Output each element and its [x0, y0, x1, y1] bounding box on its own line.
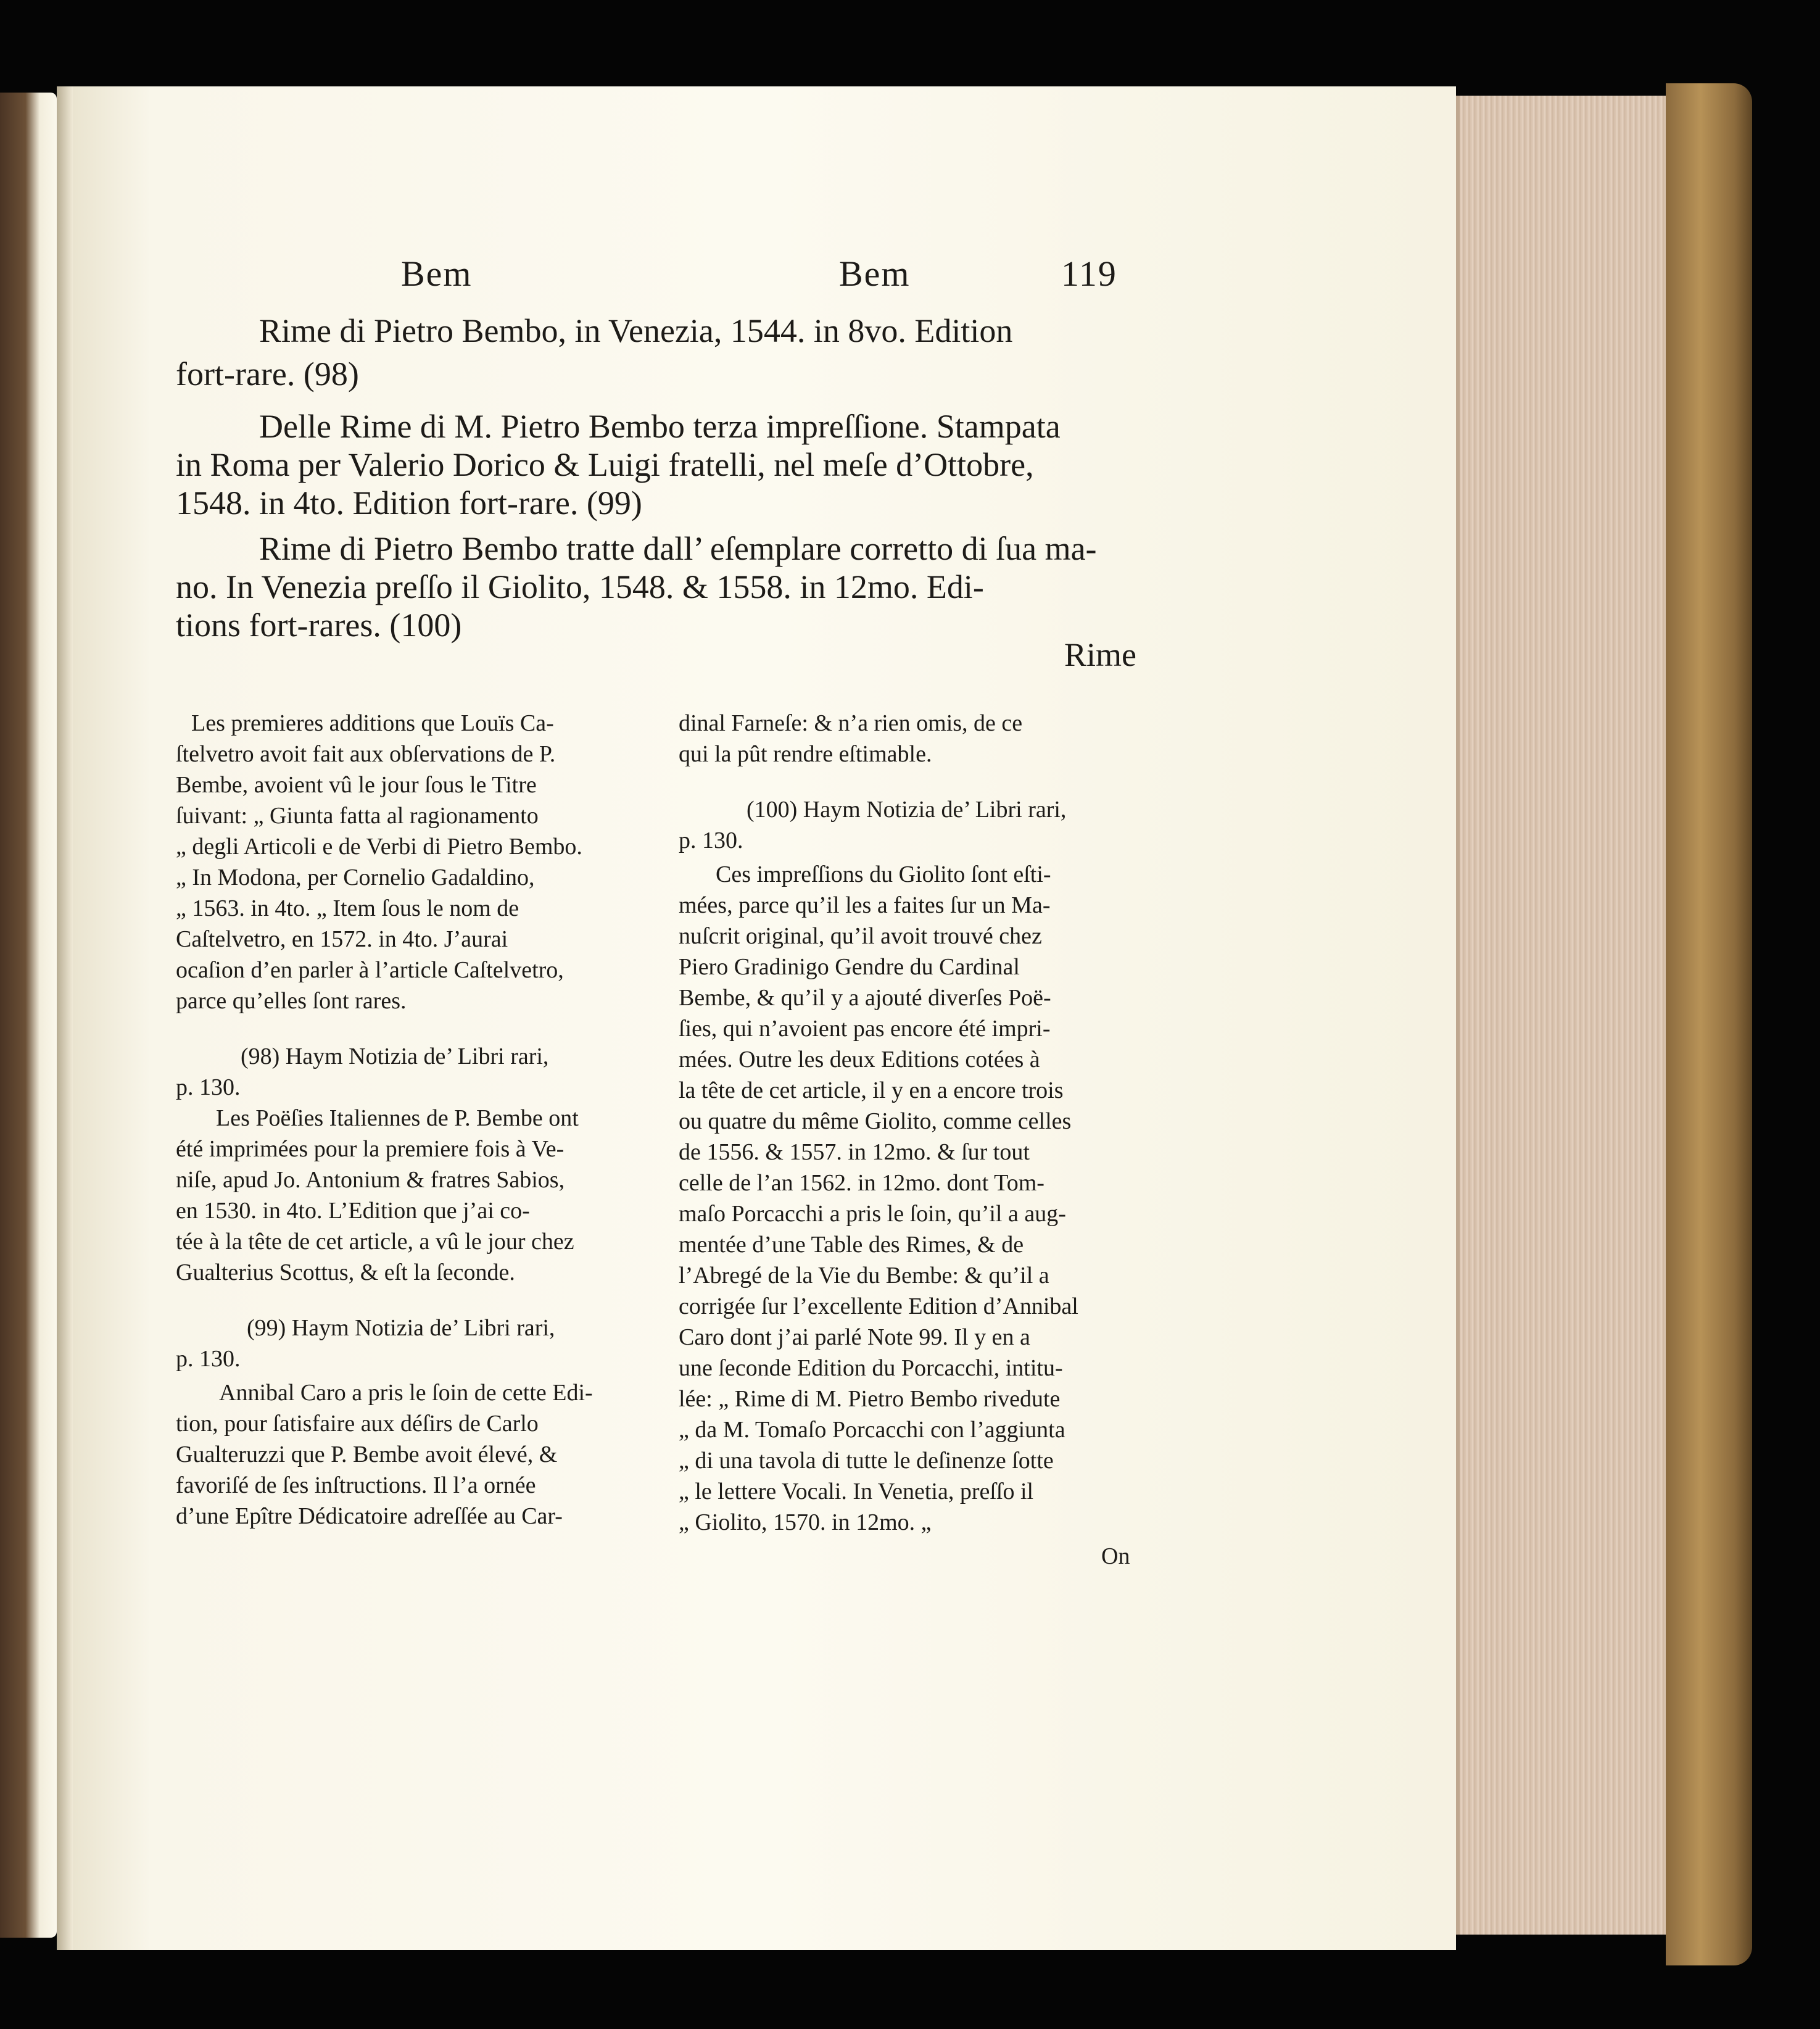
note-line: p. 130.: [679, 828, 743, 853]
note-line: „ da M. Tomaſo Porcacchi con l’aggiunta: [679, 1417, 1065, 1443]
note-line: „ In Modona, per Cornelio Gadaldino,: [176, 865, 535, 890]
note-line: qui la pût rendre eſtimable.: [679, 741, 932, 767]
main-line: fort-rare. (98): [176, 355, 359, 392]
note-line: Annibal Caro a pris le ſoin de cette Edi-: [219, 1380, 593, 1406]
note-line: ſuivant: „ Giunta fatta al ragionamento: [176, 803, 539, 829]
note-line: „ di una tavola di tutte le deſinenze ſotte: [679, 1448, 1054, 1474]
note-line: p. 130.: [176, 1346, 241, 1372]
notes-catchword: On: [1101, 1543, 1130, 1569]
note-line: Les premieres additions que Louïs Ca-: [191, 710, 554, 736]
note-line: Les Poëſies Italiennes de P. Bembe ont: [216, 1105, 579, 1131]
note-line: ſies, qui n’avoient pas encore été impri-: [679, 1016, 1051, 1042]
note-line: celle de l’an 1562. in 12mo. dont Tom-: [679, 1170, 1044, 1196]
note-line: niſe, apud Jo. Antonium & fratres Sabios,: [176, 1167, 565, 1193]
main-line: tions fort-rares. (100): [176, 607, 462, 644]
main-catchword: Rime: [1064, 636, 1136, 673]
note-line: mées. Outre les deux Editions cotées à: [679, 1047, 1040, 1073]
note-line: d’une Epître Dédicatoire adreſſée au Car-: [176, 1503, 563, 1529]
note-line: la tête de cet article, il y en a encore trois: [679, 1077, 1064, 1103]
note-line: nuſcrit original, qu’il avoit trouvé chez: [679, 923, 1042, 949]
note-line: de 1556. & 1557. in 12mo. & ſur tout: [679, 1139, 1030, 1165]
main-line: Rime di Pietro Bembo tratte dall’ eſemplare corretto di ſua ma-: [259, 530, 1097, 567]
main-line: no. In Venezia preſſo il Giolito, 1548. & 1558. in 12mo. Edi-: [176, 568, 984, 605]
note-line: mées, parce qu’il les a faites ſur un Ma-: [679, 892, 1051, 918]
main-line: Delle Rime di M. Pietro Bembo terza impreſſione. Stampata: [259, 408, 1061, 445]
note-line: (98) Haym Notizia de’ Libri rari,: [241, 1044, 549, 1069]
note-line: parce qu’elles ſont rares.: [176, 988, 407, 1014]
page-number: 119: [1061, 254, 1117, 294]
note-line: Gualteruzzi que P. Bembe avoit élevé, &: [176, 1442, 558, 1467]
left-page-edge: [0, 93, 57, 1938]
note-line: lée: „ Rime di M. Pietro Bembo rivedute: [679, 1386, 1061, 1412]
note-line: „ degli Articoli e de Verbi di Pietro Bembo.: [176, 834, 582, 860]
note-line: (99) Haym Notizia de’ Libri rari,: [247, 1315, 555, 1341]
running-head-right: Bem: [839, 254, 911, 294]
note-line: (100) Haym Notizia de’ Libri rari,: [747, 797, 1067, 823]
note-line: Caro dont j’ai parlé Note 99. Il y en a: [679, 1324, 1030, 1350]
note-line: tée à la tête de cet article, a vû le jour chez: [176, 1229, 574, 1255]
main-line: Rime di Pietro Bembo, in Venezia, 1544. in 8vo. Edition: [259, 312, 1013, 349]
note-line: „ 1563. in 4to. „ Item ſous le nom de: [176, 895, 519, 921]
note-line: en 1530. in 4to. L’Edition que j’ai co-: [176, 1198, 530, 1224]
note-line: corrigée ſur l’excellente Edition d’Annibal: [679, 1293, 1078, 1319]
note-line: „ le lettere Vocali. In Venetia, preſſo il: [679, 1479, 1034, 1504]
note-line: Ces impreſſions du Giolito ſont eſti-: [716, 861, 1051, 887]
book-binding: [1666, 83, 1752, 1965]
note-line: Bembe, avoient vû le jour ſous le Titre: [176, 772, 537, 798]
note-line: Caſtelvetro, en 1572. in 4to. J’aurai: [176, 926, 508, 952]
running-head-left: Bem: [401, 254, 473, 294]
note-line: favoriſé de ſes inſtructions. Il l’a ornée: [176, 1472, 536, 1498]
note-line: Bembe, & qu’il y a ajouté diverſes Poë-: [679, 985, 1051, 1011]
main-line: in Roma per Valerio Dorico & Luigi fratelli, nel meſe d’Ottobre,: [176, 446, 1034, 483]
note-line: l’Abregé de la Vie du Bembe: & qu’il a: [679, 1263, 1049, 1288]
note-line: tion, pour ſatisfaire aux déſirs de Carlo: [176, 1411, 539, 1437]
note-line: ocaſion d’en parler à l’article Caſtelvetro,: [176, 957, 564, 983]
note-line: dinal Farneſe: & n’a rien omis, de ce: [679, 710, 1023, 736]
note-line: une ſeconde Edition du Porcacchi, intitu-: [679, 1355, 1063, 1381]
note-line: mentée d’une Table des Rimes, & de: [679, 1232, 1024, 1258]
note-line: maſo Porcacchi a pris le ſoin, qu’il a aug-: [679, 1201, 1066, 1227]
note-line: été imprimées pour la premiere fois à Ve-: [176, 1136, 565, 1162]
note-line: Gualterius Scottus, & eſt la ſeconde.: [176, 1259, 515, 1285]
note-line: ou quatre du même Giolito, comme celles: [679, 1108, 1072, 1134]
note-line: Piero Gradinigo Gendre du Cardinal: [679, 954, 1020, 980]
note-line: „ Giolito, 1570. in 12mo. „: [679, 1509, 932, 1535]
page-gutter: [57, 86, 73, 1950]
note-line: p. 130.: [176, 1074, 241, 1100]
book-fore-edge: [1456, 96, 1669, 1935]
note-line: ſtelvetro avoit fait aux obſervations de P.: [176, 741, 556, 767]
main-line: 1548. in 4to. Edition fort-rare. (99): [176, 484, 642, 521]
